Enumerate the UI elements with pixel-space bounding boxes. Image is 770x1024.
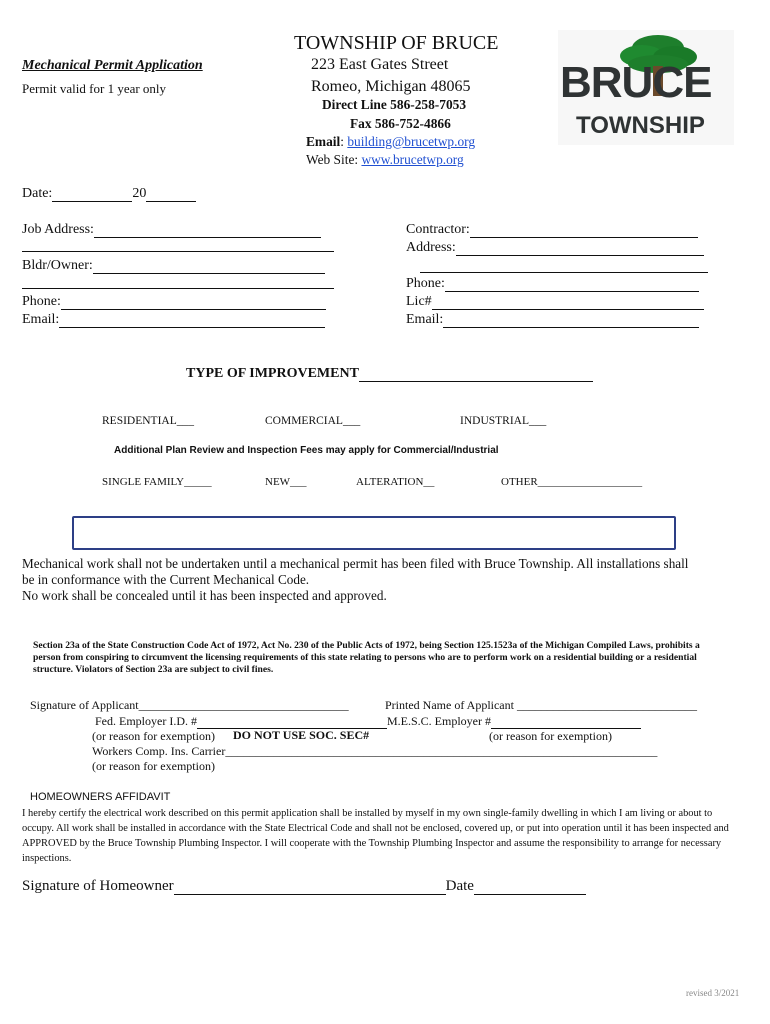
homeowner-signature[interactable] [22,878,586,895]
mesc-label: M.E.S.C. Employer # [386,714,491,728]
legal-notice: Section 23a of the State Construction Code Act of 1972, Act No. 230 of the Public Acts of 1972, being Section 125.1523a of the Michigan Compiled Laws, prohibits a person from conspiring to circumvent the licensing requirements of this state relating to persons who are to perform work on a residential building or a residential structure. Violators of Section 23a are subject to civil fines. [33,640,700,675]
city-address: Romeo, Michigan 48065 [311,78,471,95]
contractor-phone-label: Phone: [406,276,445,291]
license-label: Lic# [406,294,432,309]
permit-validity: Permit valid for 1 year only [22,81,167,96]
email-link[interactable]: building@brucetwp.org [347,134,476,149]
fees-note: Additional Plan Review and Inspection Fees may apply for Commercial/Industrial [114,445,499,456]
residential-option[interactable]: RESIDENTIAL___ [102,415,194,427]
date-field[interactable] [22,186,196,202]
email-label: Email [306,134,341,149]
bldr-owner-field[interactable] [22,258,325,274]
phone-field[interactable] [22,294,326,310]
single-family-option[interactable]: SINGLE FAMILY_____ [102,476,212,488]
email-line: Email: building@brucetwp.org [306,134,476,149]
direct-line: Direct Line 586-258-7053 [322,97,467,112]
improvement-heading-text: TYPE OF IMPROVEMENT [186,366,359,381]
phone-label: Phone: [22,294,61,309]
contractor-phone-field[interactable] [406,276,699,292]
description-box[interactable] [72,516,676,550]
date-label: Date: [22,186,53,201]
commercial-option[interactable]: COMMERCIAL___ [265,415,361,427]
industrial-option[interactable]: INDUSTRIAL___ [460,415,547,427]
improvement-heading [186,366,593,382]
printed-name[interactable]: Printed Name of Applicant ______________________________ [385,698,697,712]
job-address-label: Job Address: [22,222,94,237]
date-year-prefix: 20 [132,186,147,201]
other-option[interactable]: OTHER___________________ [501,476,643,488]
applicant-signature[interactable]: Signature of Applicant___________________________________ [30,698,349,712]
contractor-email-field[interactable] [406,312,699,328]
homeowners-affidavit-text: I hereby certify the electrical work described on this permit application shall be installed by myself in my own single-family dwelling in which I am living or about to occupy. All work shall be installed in accordance with the State Electrical Code and shall not be enclosed, covered up, or put into operation until it has been inspected and APPROVED by the Bruce Township Plumbing Inspector. I will cooperate with the Township Plumbing Inspector and assume the responsibility to arrange for necessary inspections. [22,808,729,864]
logo-word-bruce: BRUCE [560,58,712,107]
revision-date: revised 3/2021 [686,988,740,998]
job-address-line-2[interactable] [22,237,334,252]
workers-comp[interactable]: Workers Comp. Ins. Carrier________________________________________________________________________ [92,744,658,758]
contractor-address-line-2[interactable] [420,258,708,273]
bldr-owner-label: Bldr/Owner: [22,258,93,273]
reason-exemption-2: (or reason for exemption) [489,729,612,743]
form-title: Mechanical Permit Application [22,58,203,73]
do-not-use-ssn: DO NOT USE SOC. SEC# [233,728,370,742]
contractor-label: Contractor: [406,222,470,237]
contractor-address-label: Address: [406,240,456,255]
street-address: 223 East Gates Street [311,56,449,73]
logo-word-township: TOWNSHIP [576,112,705,139]
reason-exemption-1: (or reason for exemption) [92,729,215,743]
alteration-option[interactable]: ALTERATION__ [356,476,435,488]
township-title: TOWNSHIP OF BRUCE [294,32,499,54]
contractor-address-field[interactable] [406,240,704,256]
fax-number: Fax 586-752-4866 [350,116,451,131]
contractor-field[interactable] [406,222,698,238]
website-link[interactable]: www.brucetwp.org [361,152,464,167]
website-line [306,152,464,168]
email-field[interactable] [22,312,325,328]
homeowner-signature-label: Signature of Homeowner [22,878,174,894]
license-field[interactable] [406,294,704,310]
bruce-township-logo [558,30,734,145]
contractor-email-label: Email: [406,312,444,327]
job-address-field[interactable] [22,222,321,238]
homeowner-date-label: Date [445,878,474,894]
fed-employer-id[interactable] [95,714,641,729]
bldr-owner-line-2[interactable] [22,274,334,289]
notice-line-2: be in conformance with the Current Mechanical Code. [22,572,310,587]
notice-line-3: No work shall be concealed until it has been inspected and approved. [22,588,387,603]
reason-exemption-3: (or reason for exemption) [92,759,215,773]
website-label: Web Site: [306,152,362,167]
fed-id-label: Fed. Employer I.D. # [95,714,197,728]
email-label-owner: Email: [22,312,60,327]
homeowners-heading: HOMEOWNERS AFFIDAVIT [30,791,171,803]
new-option[interactable]: NEW___ [265,476,307,488]
notice-line-1: Mechanical work shall not be undertaken until a mechanical permit has been filed with Bruce Township. All installations shall [22,556,689,571]
